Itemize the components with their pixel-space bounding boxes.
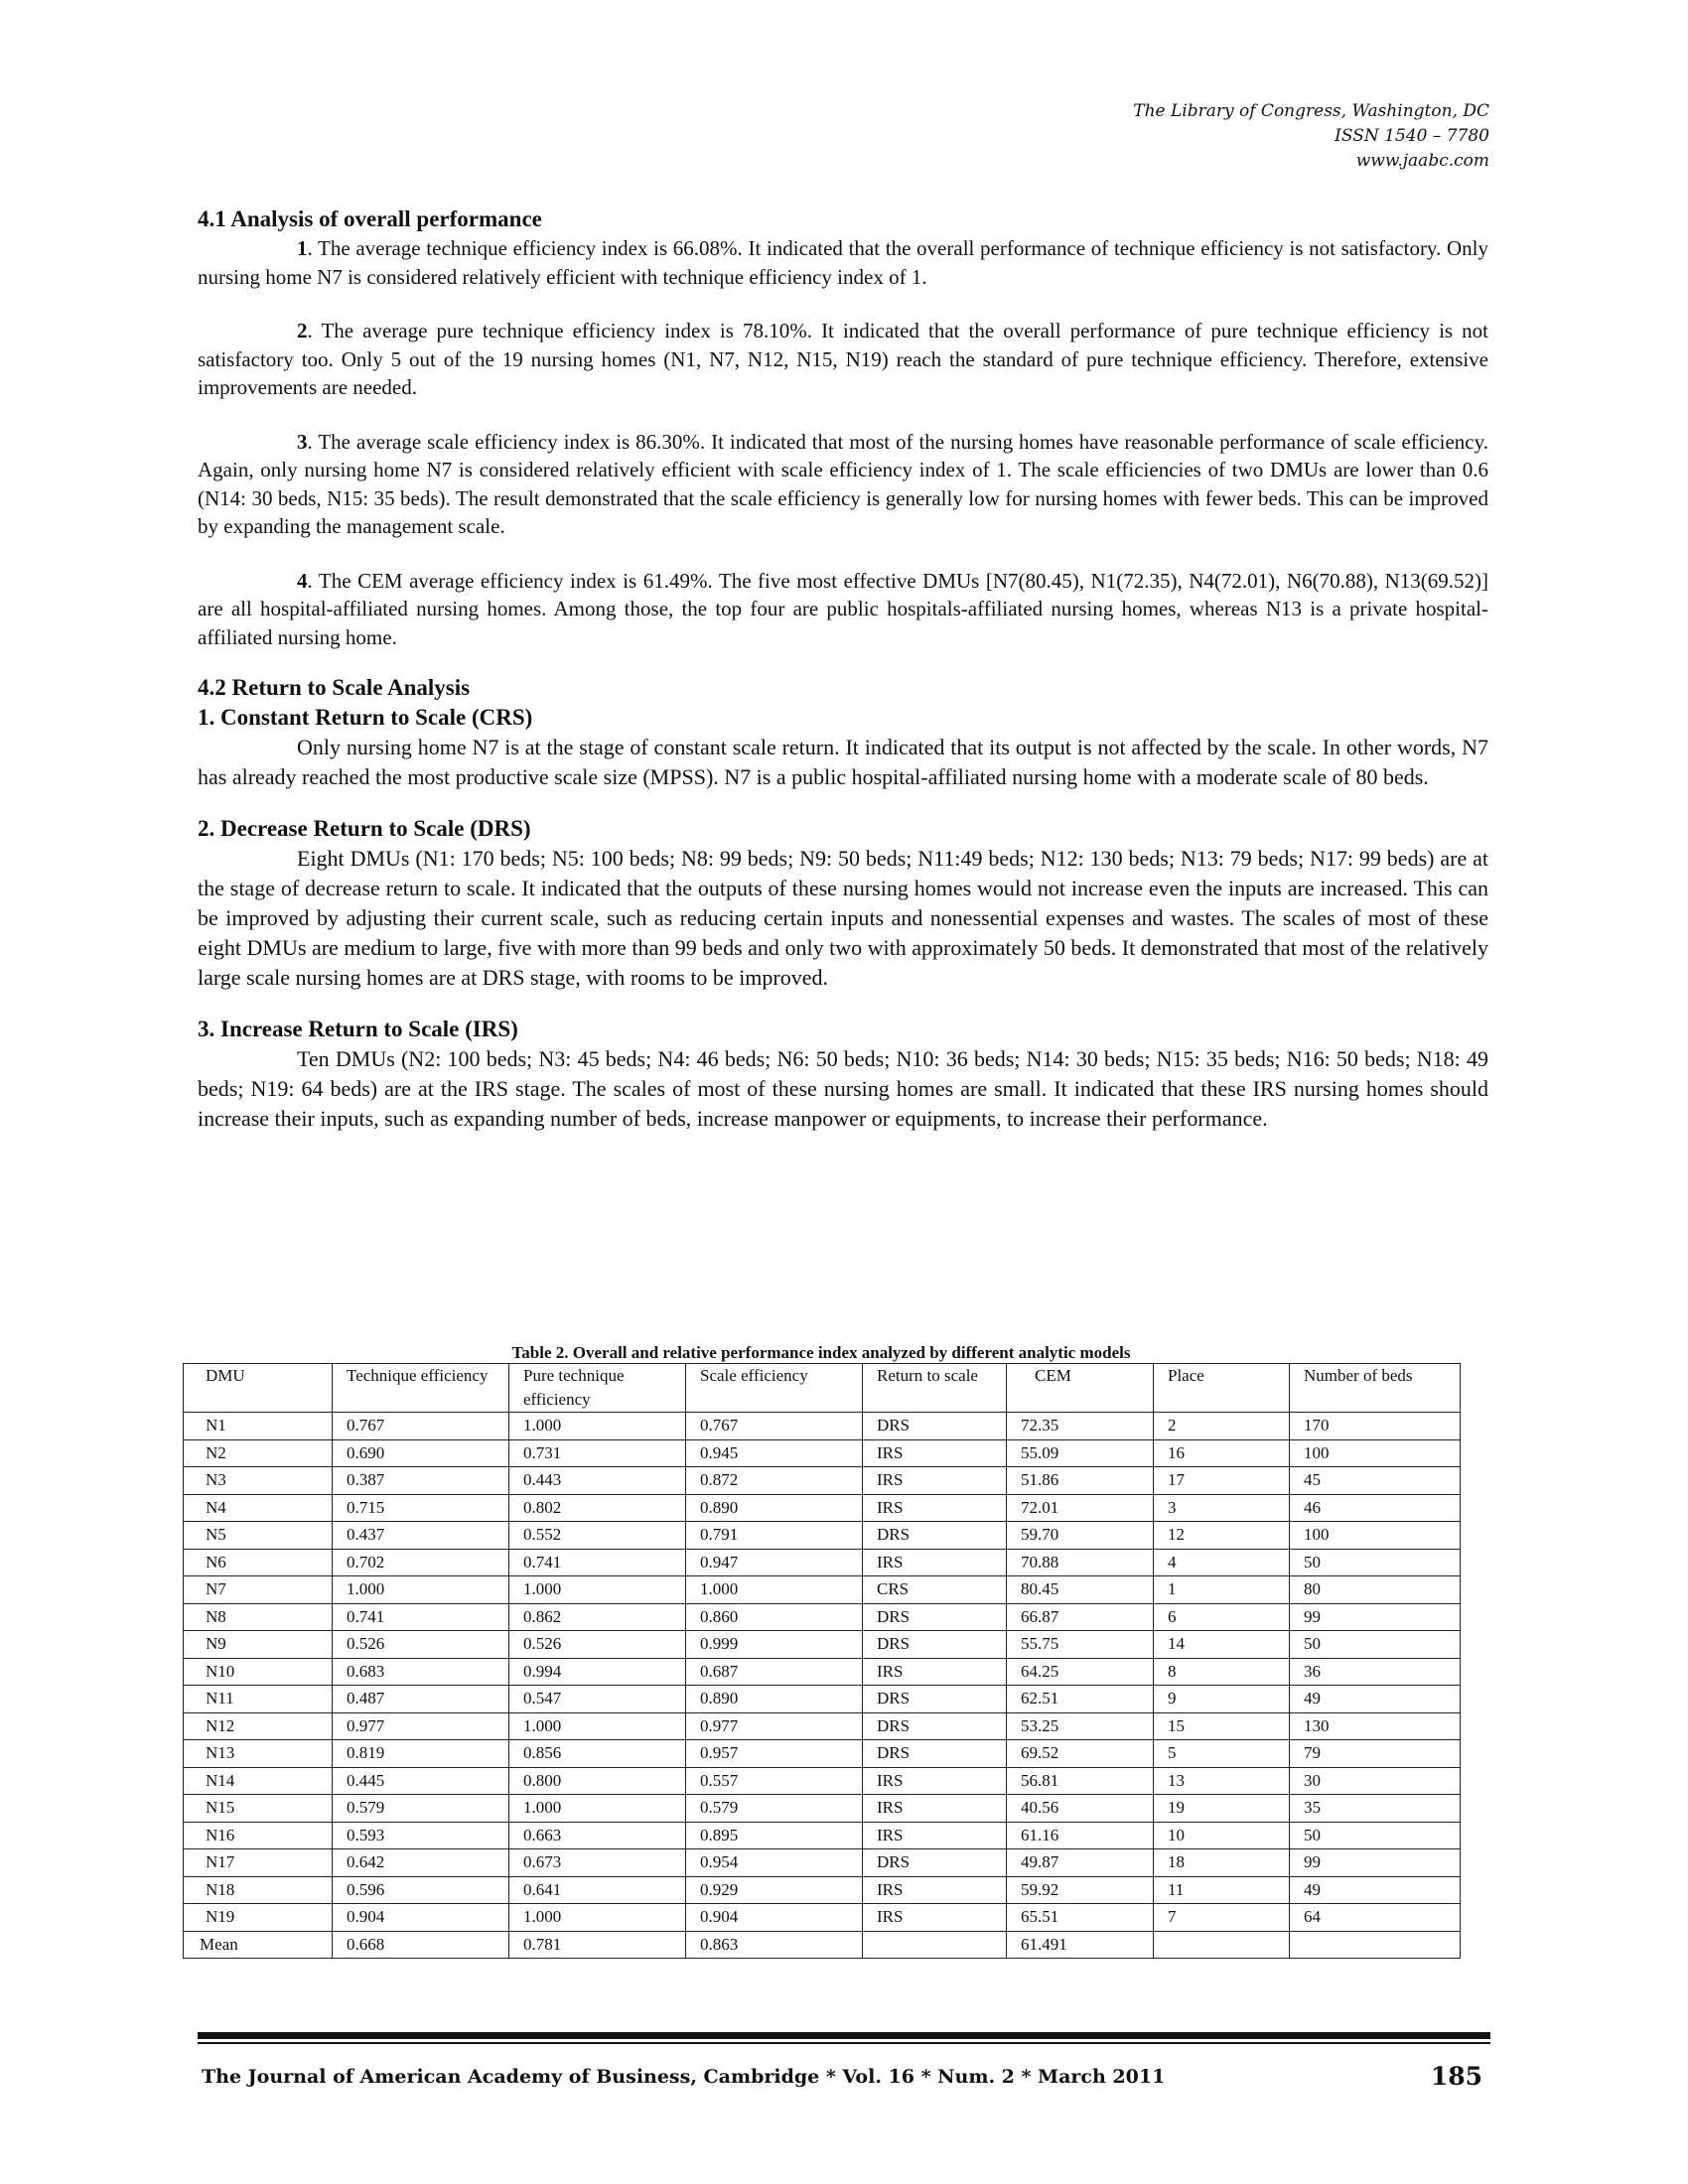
column-header: Technique efficiency xyxy=(333,1364,509,1413)
table-cell: N15 xyxy=(184,1795,333,1823)
section-4-1-body xyxy=(198,234,1488,651)
finding-text: . The average technique efficiency index is 66.08%. It indicated that the overall performance of technique efficiency is not satisfactory. Only nursing home N7 is considered relatively efficient with technique efficiency index of 1. xyxy=(198,236,1488,289)
table-row xyxy=(184,1522,1461,1550)
table-cell: N14 xyxy=(184,1767,333,1795)
table-cell: 2 xyxy=(1154,1413,1290,1440)
column-header: Return to scale xyxy=(863,1364,1007,1413)
body-content xyxy=(198,205,1488,1134)
table-cell: N16 xyxy=(184,1822,333,1849)
table-cell: DRS xyxy=(863,1740,1007,1768)
table-cell: 10 xyxy=(1154,1822,1290,1849)
table-cell: N2 xyxy=(184,1439,333,1467)
finding-2 xyxy=(198,317,1488,402)
drs-heading: 2. Decrease Return to Scale (DRS) xyxy=(198,816,531,841)
section-4-1-heading: 4.1 Analysis of overall performance xyxy=(198,206,542,231)
table-cell: 0.668 xyxy=(333,1931,509,1959)
table-row xyxy=(184,1795,1461,1823)
table-row-mean xyxy=(184,1931,1461,1959)
table-cell: DRS xyxy=(863,1413,1007,1440)
irs-heading: 3. Increase Return to Scale (IRS) xyxy=(198,1017,518,1041)
table-cell: IRS xyxy=(863,1795,1007,1823)
table-row xyxy=(184,1413,1461,1440)
table-cell: 0.557 xyxy=(686,1767,863,1795)
table-cell: Mean xyxy=(184,1931,333,1959)
table-cell: 0.767 xyxy=(333,1413,509,1440)
table-cell: 1.000 xyxy=(509,1712,686,1740)
table-row xyxy=(184,1658,1461,1686)
table-cell: 0.994 xyxy=(509,1658,686,1686)
table-cell: 61.491 xyxy=(1007,1931,1154,1959)
finding-3 xyxy=(198,428,1488,541)
table-cell: 36 xyxy=(1290,1658,1461,1686)
table-cell: IRS xyxy=(863,1904,1007,1932)
table-cell: 1.000 xyxy=(686,1576,863,1604)
table-cell: 0.596 xyxy=(333,1876,509,1904)
table-row xyxy=(184,1904,1461,1932)
table-cell: 9 xyxy=(1154,1686,1290,1713)
table-cell: DRS xyxy=(863,1631,1007,1659)
table-cell: 0.579 xyxy=(686,1795,863,1823)
table-cell: 0.741 xyxy=(509,1549,686,1576)
header-line-3: www.jaabc.com xyxy=(1355,151,1489,171)
table-cell: 59.70 xyxy=(1007,1522,1154,1550)
table-cell: 59.92 xyxy=(1007,1876,1154,1904)
table-cell: 0.690 xyxy=(333,1439,509,1467)
table-cell: 65.51 xyxy=(1007,1904,1154,1932)
table-cell: 62.51 xyxy=(1007,1686,1154,1713)
table-cell: 0.642 xyxy=(333,1849,509,1877)
table-cell xyxy=(863,1931,1007,1959)
table-cell: 1 xyxy=(1154,1576,1290,1604)
table-cell: 35 xyxy=(1290,1795,1461,1823)
table-cell: 0.641 xyxy=(509,1876,686,1904)
table-cell: N17 xyxy=(184,1849,333,1877)
table-cell: 0.977 xyxy=(686,1712,863,1740)
table-cell: 0.526 xyxy=(333,1631,509,1659)
table-cell: N19 xyxy=(184,1904,333,1932)
table-cell: 50 xyxy=(1290,1822,1461,1849)
table-cell: 0.547 xyxy=(509,1686,686,1713)
table-row xyxy=(184,1686,1461,1713)
table-cell: 99 xyxy=(1290,1603,1461,1631)
table-cell: IRS xyxy=(863,1467,1007,1495)
table-cell: 0.856 xyxy=(509,1740,686,1768)
column-header: Scale efficiency xyxy=(686,1364,863,1413)
table-cell: DRS xyxy=(863,1522,1007,1550)
table-cell: 50 xyxy=(1290,1549,1461,1576)
table-cell: 0.947 xyxy=(686,1549,863,1576)
table-cell: 15 xyxy=(1154,1712,1290,1740)
table-row xyxy=(184,1576,1461,1604)
table-cell: 6 xyxy=(1154,1603,1290,1631)
table-cell: 30 xyxy=(1290,1767,1461,1795)
table-cell: 99 xyxy=(1290,1849,1461,1877)
table-cell: 3 xyxy=(1154,1494,1290,1522)
table-cell: 0.957 xyxy=(686,1740,863,1768)
table-cell: 80 xyxy=(1290,1576,1461,1604)
finding-number: 4 xyxy=(297,568,308,593)
table-cell: N9 xyxy=(184,1631,333,1659)
column-header: CEM xyxy=(1007,1364,1154,1413)
table-cell: 16 xyxy=(1154,1439,1290,1467)
table-cell: 69.52 xyxy=(1007,1740,1154,1768)
table-cell: N18 xyxy=(184,1876,333,1904)
table-cell: 0.443 xyxy=(509,1467,686,1495)
table-cell: 50 xyxy=(1290,1631,1461,1659)
table-cell: 0.437 xyxy=(333,1522,509,1550)
table-cell: 0.945 xyxy=(686,1439,863,1467)
table-cell: 53.25 xyxy=(1007,1712,1154,1740)
table-row xyxy=(184,1712,1461,1740)
table-cell: 5 xyxy=(1154,1740,1290,1768)
table-cell: 55.75 xyxy=(1007,1631,1154,1659)
table-cell: 14 xyxy=(1154,1631,1290,1659)
table-cell: 0.860 xyxy=(686,1603,863,1631)
crs-paragraph: Only nursing home N7 is at the stage of constant scale return. It indicated that its output is not affected by the scale. In other words, N7 has already reached the most productive scale size (MPSS). N7 is a public hospital-affiliated nursing home with a moderate scale of 80 beds. xyxy=(198,735,1488,789)
table-cell: 0.999 xyxy=(686,1631,863,1659)
table-cell: IRS xyxy=(863,1767,1007,1795)
running-header xyxy=(1133,99,1489,174)
table-cell: 0.904 xyxy=(686,1904,863,1932)
table-cell: 0.890 xyxy=(686,1494,863,1522)
table-cell: 13 xyxy=(1154,1767,1290,1795)
table-cell: N13 xyxy=(184,1740,333,1768)
table-cell: 1.000 xyxy=(509,1413,686,1440)
table-cell: N8 xyxy=(184,1603,333,1631)
table-cell: 0.526 xyxy=(509,1631,686,1659)
table-cell: 64 xyxy=(1290,1904,1461,1932)
table-cell: 0.895 xyxy=(686,1822,863,1849)
finding-text: . The average scale efficiency index is 86.30%. It indicated that most of the nursing homes have reasonable performance of scale efficiency. Again, only nursing home N7 is considered relatively efficient with scale efficiency index of 1. The scale efficiencies of two DMUs are lower than 0.6 (N14: 30 beds, N15: 35 beds). The result demonstrated that the scale efficiency is generally low for nursing homes with fewer beds. This can be improved by expanding the management scale. xyxy=(198,429,1488,538)
table-cell: IRS xyxy=(863,1822,1007,1849)
table-cell: 0.445 xyxy=(333,1767,509,1795)
table-cell: 55.09 xyxy=(1007,1439,1154,1467)
table-cell: DRS xyxy=(863,1603,1007,1631)
header-line-2: ISSN 1540 – 7780 xyxy=(1335,126,1489,146)
column-header: DMU xyxy=(184,1364,333,1413)
table-cell: DRS xyxy=(863,1849,1007,1877)
finding-number: 1 xyxy=(297,236,308,260)
table-cell: 19 xyxy=(1154,1795,1290,1823)
table-cell: 0.802 xyxy=(509,1494,686,1522)
table-cell: 170 xyxy=(1290,1413,1461,1440)
footer-divider-thin xyxy=(198,2042,1490,2044)
table-row xyxy=(184,1467,1461,1495)
table-cell: 17 xyxy=(1154,1467,1290,1495)
table-cell: 0.904 xyxy=(333,1904,509,1932)
table-cell: 70.88 xyxy=(1007,1549,1154,1576)
table-cell: 0.862 xyxy=(509,1603,686,1631)
table-cell: 0.683 xyxy=(333,1658,509,1686)
table-cell: 40.56 xyxy=(1007,1795,1154,1823)
table-cell: 130 xyxy=(1290,1712,1461,1740)
table-row xyxy=(184,1603,1461,1631)
table-cell: 0.487 xyxy=(333,1686,509,1713)
journal-citation: The Journal of American Academy of Business, Cambridge * Vol. 16 * Num. 2 * March 2011 xyxy=(202,2066,1166,2088)
table-row xyxy=(184,1631,1461,1659)
table-cell: 0.579 xyxy=(333,1795,509,1823)
finding-text: . The average pure technique efficiency index is 78.10%. It indicated that the overall performance of pure technique efficiency is not satisfactory too. Only 5 out of the 19 nursing homes (N1, N7, N12, N15, N19) reach the standard of pure technique efficiency. Therefore, extensive improvements are needed. xyxy=(198,319,1488,399)
table-cell: CRS xyxy=(863,1576,1007,1604)
table-cell: IRS xyxy=(863,1494,1007,1522)
table-cell: 0.791 xyxy=(686,1522,863,1550)
finding-1 xyxy=(198,234,1488,291)
table-cell: DRS xyxy=(863,1712,1007,1740)
table-cell: 8 xyxy=(1154,1658,1290,1686)
table-cell: 0.929 xyxy=(686,1876,863,1904)
table-cell: 80.45 xyxy=(1007,1576,1154,1604)
table-row xyxy=(184,1767,1461,1795)
table-cell: 49 xyxy=(1290,1876,1461,1904)
table-row xyxy=(184,1849,1461,1877)
table-cell: N12 xyxy=(184,1712,333,1740)
running-footer xyxy=(202,2062,1488,2092)
table-cell: 1.000 xyxy=(509,1576,686,1604)
table-cell: 0.687 xyxy=(686,1658,863,1686)
table-cell: N10 xyxy=(184,1658,333,1686)
table-cell: IRS xyxy=(863,1658,1007,1686)
table-cell: 1.000 xyxy=(509,1795,686,1823)
table-cell: 0.552 xyxy=(509,1522,686,1550)
table-cell: 0.800 xyxy=(509,1767,686,1795)
table-cell: DRS xyxy=(863,1686,1007,1713)
drs-paragraph: Eight DMUs (N1: 170 beds; N5: 100 beds; N8: 99 beds; N9: 50 beds; N11:49 beds; N12: 130 beds; N13: 79 beds; N17: 99 beds) are at the stage of decrease return to scale. It indicated that the outputs of these nursing homes would not increase even the inputs are increased. This can be improved by adjusting their current scale, such as reducing certain inputs and nonessential expenses and wastes. The scales of most of these eight DMUs are medium to large, five with more than 99 beds and only two with approximately 50 beds. It demonstrated that most of the relatively large scale nursing homes are at DRS stage, with rooms to be improved. xyxy=(198,846,1488,990)
finding-text: . The CEM average efficiency index is 61.49%. The five most effective DMUs [N7(80.45), N1(72.35), N4(72.01), N6(70.88), N13(69.52)] are all hospital-affiliated nursing homes. Among those, the top four are public hospitals-affiliated nursing homes, whereas N13 is a private hospital-affiliated nursing home. xyxy=(198,568,1488,649)
table-cell: 0.387 xyxy=(333,1467,509,1495)
table-cell: 0.663 xyxy=(509,1822,686,1849)
table-cell: 1.000 xyxy=(333,1576,509,1604)
table-cell: IRS xyxy=(863,1439,1007,1467)
table-cell: 49.87 xyxy=(1007,1849,1154,1877)
table-row xyxy=(184,1876,1461,1904)
table-cell: 0.767 xyxy=(686,1413,863,1440)
section-4-2-heading: 4.2 Return to Scale Analysis xyxy=(198,675,471,700)
column-header: Pure technique efficiency xyxy=(509,1364,686,1413)
column-header: Place xyxy=(1154,1364,1290,1413)
performance-table-block xyxy=(183,1343,1460,1959)
table-cell: 0.593 xyxy=(333,1822,509,1849)
table-cell: IRS xyxy=(863,1876,1007,1904)
table-cell: 64.25 xyxy=(1007,1658,1154,1686)
performance-table xyxy=(183,1363,1461,1959)
finding-number: 3 xyxy=(297,429,308,454)
table-cell: 66.87 xyxy=(1007,1603,1154,1631)
header-line-1: The Library of Congress, Washington, DC xyxy=(1133,101,1489,121)
table-cell: 51.86 xyxy=(1007,1467,1154,1495)
footer-divider-thick xyxy=(198,2032,1490,2039)
table-caption: Table 2. Overall and relative performance index analyzed by different analytic models xyxy=(511,1343,1131,1362)
table-header-row xyxy=(184,1364,1461,1413)
table-row xyxy=(184,1549,1461,1576)
table-cell: N5 xyxy=(184,1522,333,1550)
table-cell: 7 xyxy=(1154,1904,1290,1932)
table-cell: N7 xyxy=(184,1576,333,1604)
table-cell: N3 xyxy=(184,1467,333,1495)
table-cell: N6 xyxy=(184,1549,333,1576)
table-cell: N11 xyxy=(184,1686,333,1713)
table-cell: 0.977 xyxy=(333,1712,509,1740)
column-header: Number of beds xyxy=(1290,1364,1461,1413)
table-cell: 72.35 xyxy=(1007,1413,1154,1440)
table-cell: 0.731 xyxy=(509,1439,686,1467)
table-cell: 18 xyxy=(1154,1849,1290,1877)
table-cell: 11 xyxy=(1154,1876,1290,1904)
table-cell: 12 xyxy=(1154,1522,1290,1550)
table-cell: 0.872 xyxy=(686,1467,863,1495)
table-cell: 0.673 xyxy=(509,1849,686,1877)
page-number: 185 xyxy=(1430,2062,1482,2091)
table-cell: 0.819 xyxy=(333,1740,509,1768)
table-cell: 45 xyxy=(1290,1467,1461,1495)
table-row xyxy=(184,1740,1461,1768)
table-cell: 56.81 xyxy=(1007,1767,1154,1795)
table-cell: N1 xyxy=(184,1413,333,1440)
table-row xyxy=(184,1822,1461,1849)
table-cell: 0.702 xyxy=(333,1549,509,1576)
table-cell: IRS xyxy=(863,1549,1007,1576)
table-row xyxy=(184,1439,1461,1467)
table-cell: 0.863 xyxy=(686,1931,863,1959)
table-cell: 100 xyxy=(1290,1522,1461,1550)
table-cell: 0.741 xyxy=(333,1603,509,1631)
table-body xyxy=(184,1413,1461,1959)
table-row xyxy=(184,1494,1461,1522)
table-cell: 4 xyxy=(1154,1549,1290,1576)
table-cell: 79 xyxy=(1290,1740,1461,1768)
table-cell: 0.890 xyxy=(686,1686,863,1713)
irs-paragraph: Ten DMUs (N2: 100 beds; N3: 45 beds; N4: 46 beds; N6: 50 beds; N10: 36 beds; N14: 30 beds; N15: 35 beds; N16: 50 beds; N18: 49 beds; N19: 64 beds) are at the IRS stage. The scales of most of these nursing homes are small. It indicated that these IRS nursing homes should increase their inputs, such as expanding number of beds, increase manpower or equipments, to increase their performance. xyxy=(198,1046,1488,1131)
table-cell: 46 xyxy=(1290,1494,1461,1522)
table-cell xyxy=(1154,1931,1290,1959)
table-cell: 72.01 xyxy=(1007,1494,1154,1522)
finding-4 xyxy=(198,567,1488,652)
table-cell: 0.715 xyxy=(333,1494,509,1522)
table-cell: 1.000 xyxy=(509,1904,686,1932)
table-cell: 49 xyxy=(1290,1686,1461,1713)
finding-number: 2 xyxy=(297,319,308,342)
table-cell: 0.781 xyxy=(509,1931,686,1959)
table-cell: 100 xyxy=(1290,1439,1461,1467)
table-cell xyxy=(1290,1931,1461,1959)
table-cell: 0.954 xyxy=(686,1849,863,1877)
table-cell: 61.16 xyxy=(1007,1822,1154,1849)
crs-heading: 1. Constant Return to Scale (CRS) xyxy=(198,705,533,730)
table-cell: N4 xyxy=(184,1494,333,1522)
